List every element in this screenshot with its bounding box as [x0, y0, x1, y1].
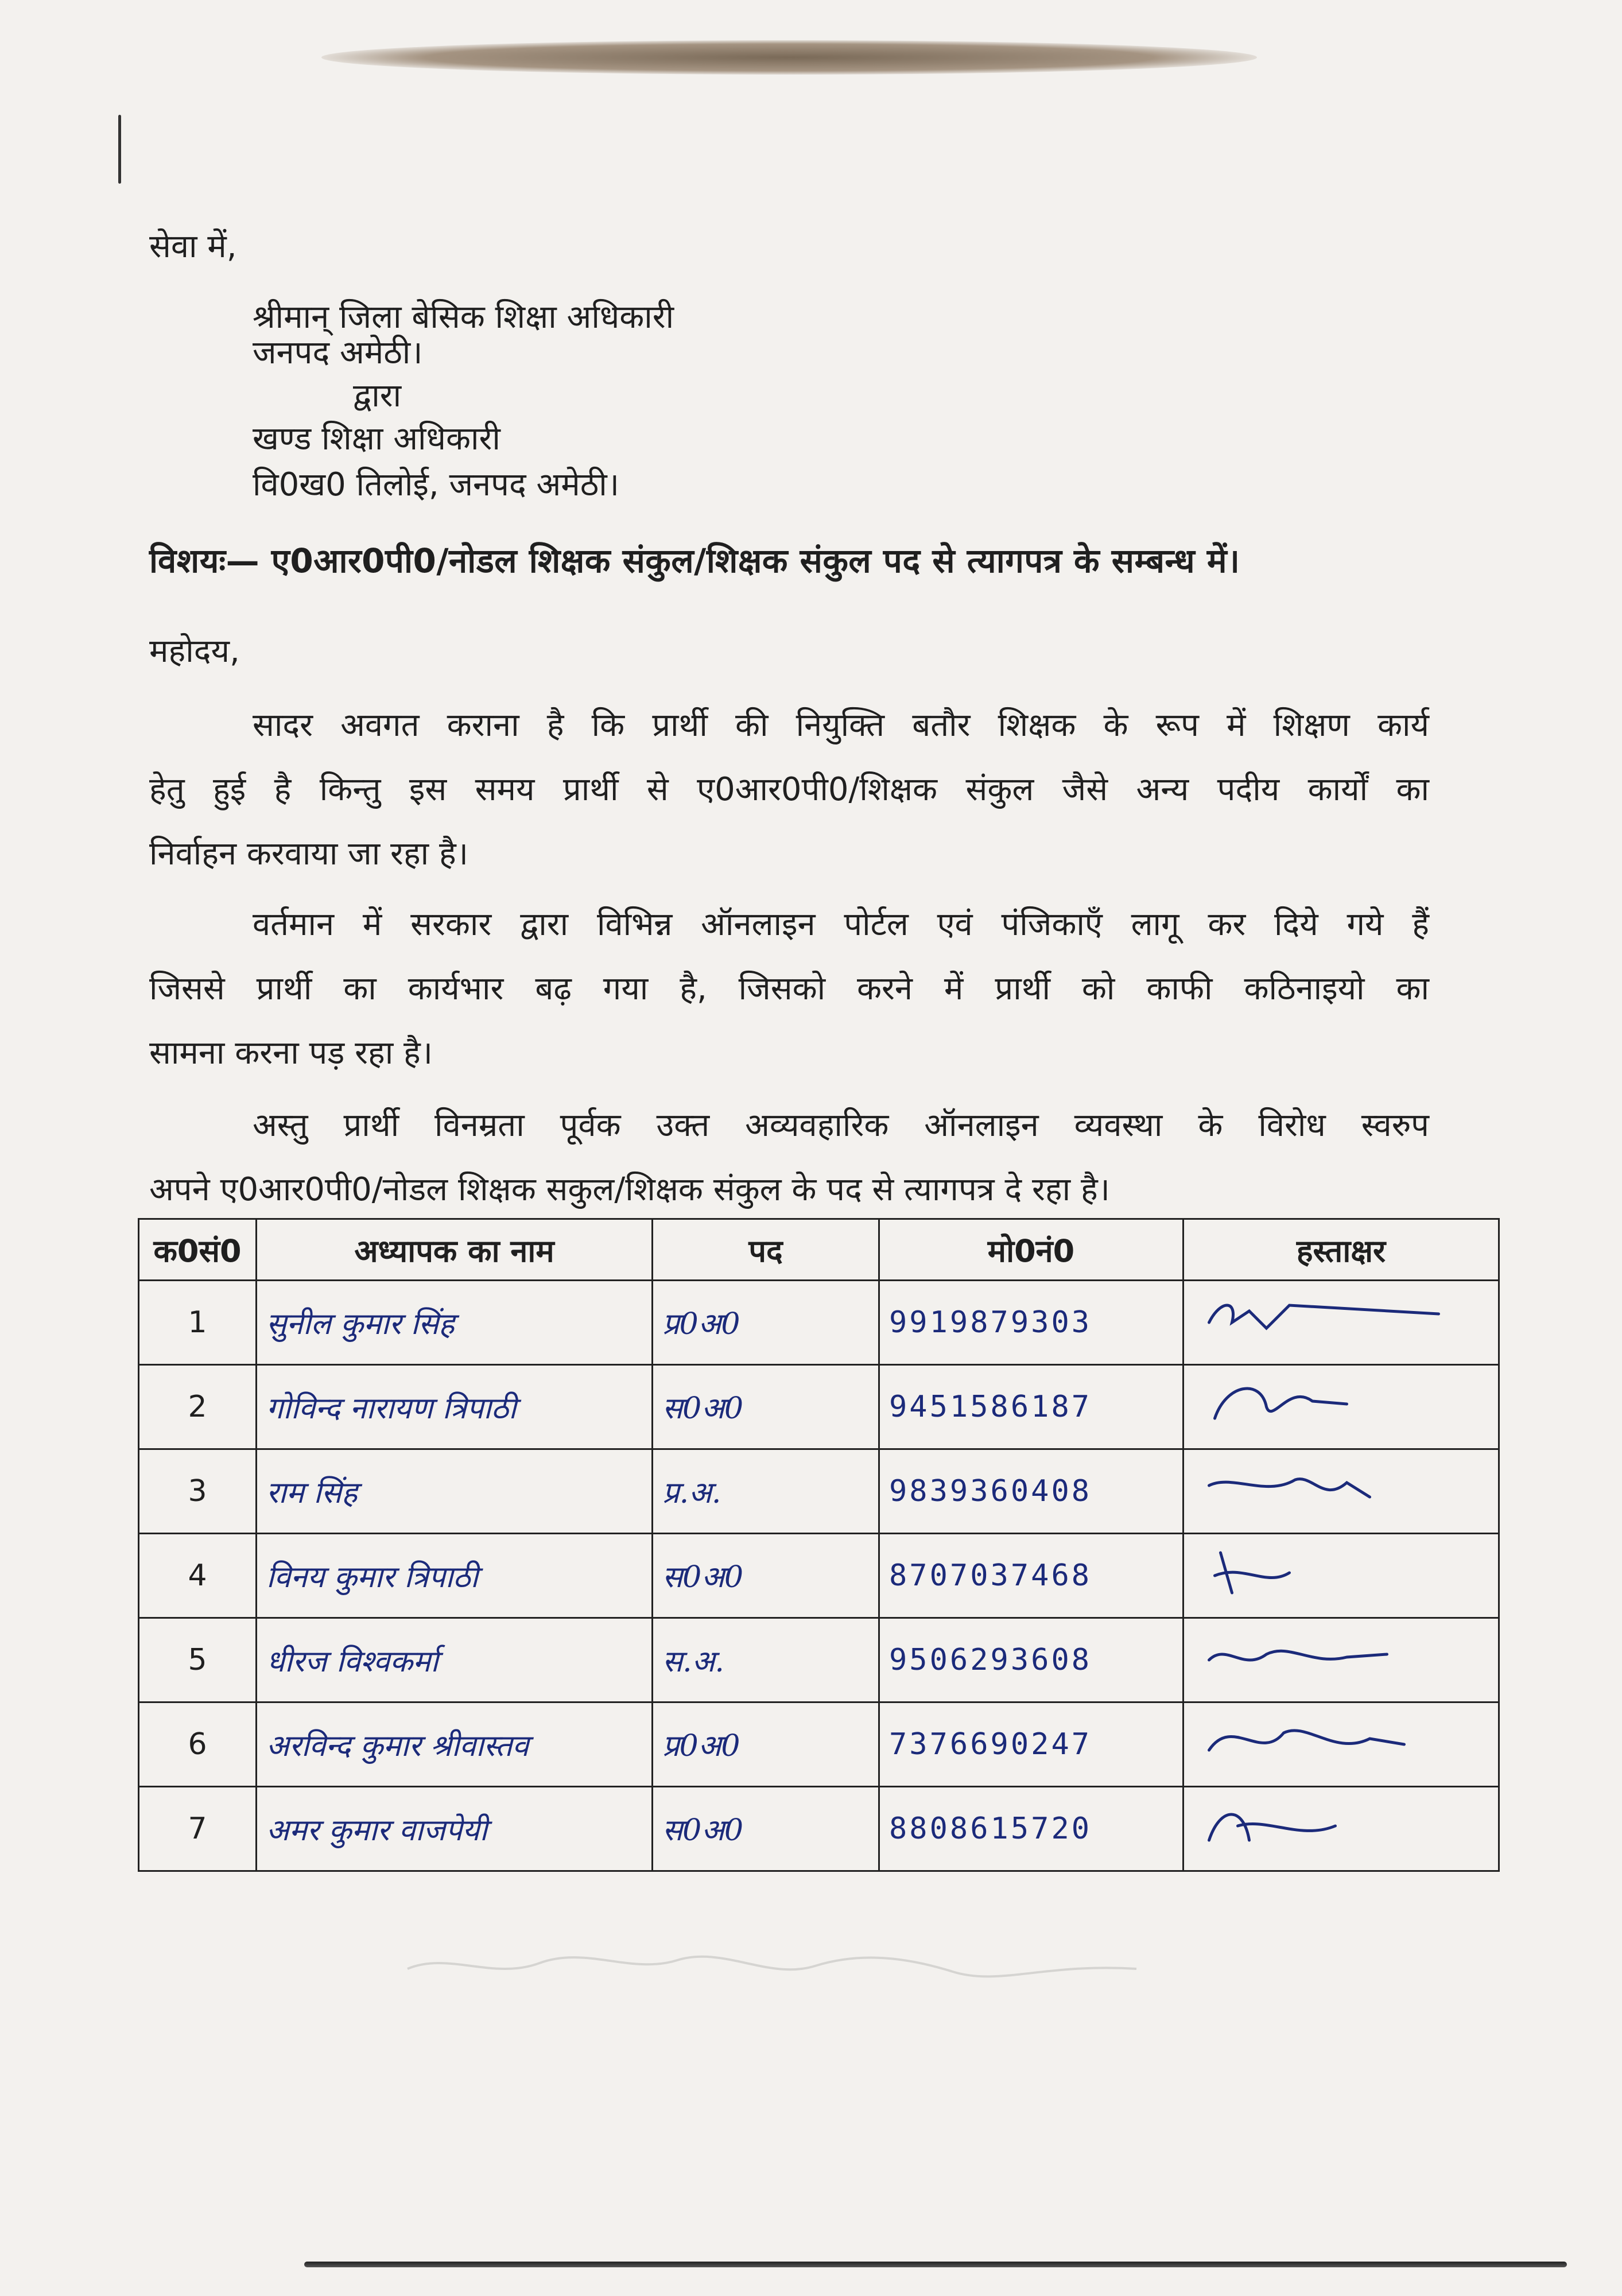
teacher-post: स0अ0 [653, 1534, 879, 1618]
teacher-mobile: 9839360408 [879, 1449, 1183, 1534]
col-header-post: पद [653, 1219, 879, 1281]
greeting: महोदय, [149, 633, 240, 670]
teacher-post: स0अ0 [653, 1365, 879, 1449]
paragraph-1-line-2: हेतु हुई है किन्तु इस समय प्रार्थी से ए0आर0पी0/शिक्षक संकुल जैसे अन्य पदीय कार्यों का [149, 771, 1429, 808]
bottom-paper-edge [304, 2262, 1567, 2267]
teacher-post: प्र0अ0 [653, 1702, 879, 1787]
row-serial-number: 4 [139, 1534, 257, 1618]
teacher-name: राम सिंह [257, 1449, 653, 1534]
table-row [139, 1281, 1499, 1365]
paragraph-2 [149, 893, 1429, 1085]
teacher-signature [1183, 1281, 1499, 1365]
teacher-signature [1183, 1365, 1499, 1449]
table-body [139, 1281, 1499, 1871]
row-serial-number: 5 [139, 1618, 257, 1702]
signature-scribble [1193, 1626, 1489, 1694]
teacher-mobile: 8707037468 [879, 1534, 1183, 1618]
teacher-name: गोविन्द नारायण त्रिपाठी [257, 1365, 653, 1449]
teacher-signature-table [138, 1218, 1500, 1872]
row-serial-number: 7 [139, 1787, 257, 1871]
row-serial-number: 2 [139, 1365, 257, 1449]
teacher-signature [1183, 1702, 1499, 1787]
teacher-mobile: 7376690247 [879, 1702, 1183, 1787]
paragraph-1-line-3: निर्वाहन करवाया जा रहा है। [149, 835, 468, 872]
table-row [139, 1618, 1499, 1702]
teacher-post: स0अ0 [653, 1787, 879, 1871]
teacher-signature [1183, 1449, 1499, 1534]
teacher-mobile: 8808615720 [879, 1787, 1183, 1871]
signature-scribble [1193, 1288, 1489, 1357]
addressee-line-1: श्रीमान् जिला बेसिक शिक्षा अधिकारी [253, 298, 674, 336]
table-row [139, 1449, 1499, 1534]
signature-scribble [1193, 1794, 1489, 1863]
teacher-post: स.अ. [653, 1618, 879, 1702]
teacher-name: अमर कुमार वाजपेयी [257, 1787, 653, 1871]
teacher-signature [1183, 1534, 1499, 1618]
signature-scribble [1193, 1457, 1489, 1526]
addressee-line-4: खण्ड शिक्षा अधिकारी [253, 420, 500, 457]
table-row [139, 1365, 1499, 1449]
table-row [139, 1787, 1499, 1871]
teacher-mobile: 9919879303 [879, 1281, 1183, 1365]
signature-scribble [1193, 1710, 1489, 1779]
paragraph-3 [149, 1093, 1429, 1222]
addressee-line-5: वि0ख0 तिलोई, जनपद अमेठी। [253, 466, 620, 503]
teacher-name: सुनील कुमार सिंह [257, 1281, 653, 1365]
col-header-signature: हस्ताक्षर [1183, 1219, 1499, 1281]
col-header-sno: क0सं0 [139, 1219, 257, 1281]
paragraph-1-line-1: सादर अवगत कराना है कि प्रार्थी की नियुक्ति बतौर शिक्षक के रूप में शिक्षण कार्य [253, 707, 1429, 744]
col-header-mobile: मो0नं0 [879, 1219, 1183, 1281]
salutation: सेवा में, [149, 228, 237, 265]
table-header-row [139, 1219, 1499, 1281]
col-header-name: अध्यापक का नाम [257, 1219, 653, 1281]
addressee-line-3: द्वारा [353, 377, 402, 414]
row-serial-number: 6 [139, 1702, 257, 1787]
row-serial-number: 3 [139, 1449, 257, 1534]
teacher-post: प्र.अ. [653, 1449, 879, 1534]
top-paper-shadow [321, 40, 1257, 75]
table-row [139, 1534, 1499, 1618]
signature-scribble [1193, 1541, 1489, 1610]
teacher-name: अरविन्द कुमार श्रीवास्तव [257, 1702, 653, 1787]
teacher-mobile: 9451586187 [879, 1365, 1183, 1449]
teacher-signature [1183, 1618, 1499, 1702]
teacher-signature [1183, 1787, 1499, 1871]
bleed-through-marks [402, 1940, 1148, 1992]
teacher-name: विनय कुमार त्रिपाठी [257, 1534, 653, 1618]
row-serial-number: 1 [139, 1281, 257, 1365]
margin-mark [118, 115, 121, 184]
paragraph-2-line-2: जिससे प्रार्थी का कार्यभार बढ़ गया है, जिसको करने में प्रार्थी को काफी कठिनाइयो का [149, 970, 1429, 1007]
teacher-post: प्र0अ0 [653, 1281, 879, 1365]
subject-line: विशयः— ए0आर0पी0/नोडल शिक्षक संकुल/शिक्षक संकुल पद से त्यागपत्र के सम्बन्ध में। [149, 541, 1240, 580]
paragraph-1 [149, 693, 1429, 886]
addressee-line-2: जनपद अमेठी। [253, 334, 423, 371]
paragraph-2-line-3: सामना करना पड़ रहा है। [149, 1034, 433, 1072]
paragraph-3-line-1: अस्तु प्रार्थी विनम्रता पूर्वक उक्त अव्यवहारिक ऑनलाइन व्यवस्था के विरोध स्वरुप [253, 1107, 1429, 1144]
teacher-mobile: 9506293608 [879, 1618, 1183, 1702]
paragraph-3-line-2: अपने ए0आर0पी0/नोडल शिक्षक सकुल/शिक्षक संकुल के पद से त्यागपत्र दे रहा है। [149, 1171, 1110, 1208]
table-row [139, 1702, 1499, 1787]
signature-scribble [1193, 1372, 1489, 1441]
teacher-name: धीरज विश्वकर्मा [257, 1618, 653, 1702]
paragraph-2-line-1: वर्तमान में सरकार द्वारा विभिन्न ऑनलाइन पोर्टल एवं पंजिकाएँ लागू कर दिये गये हैं [253, 906, 1429, 943]
